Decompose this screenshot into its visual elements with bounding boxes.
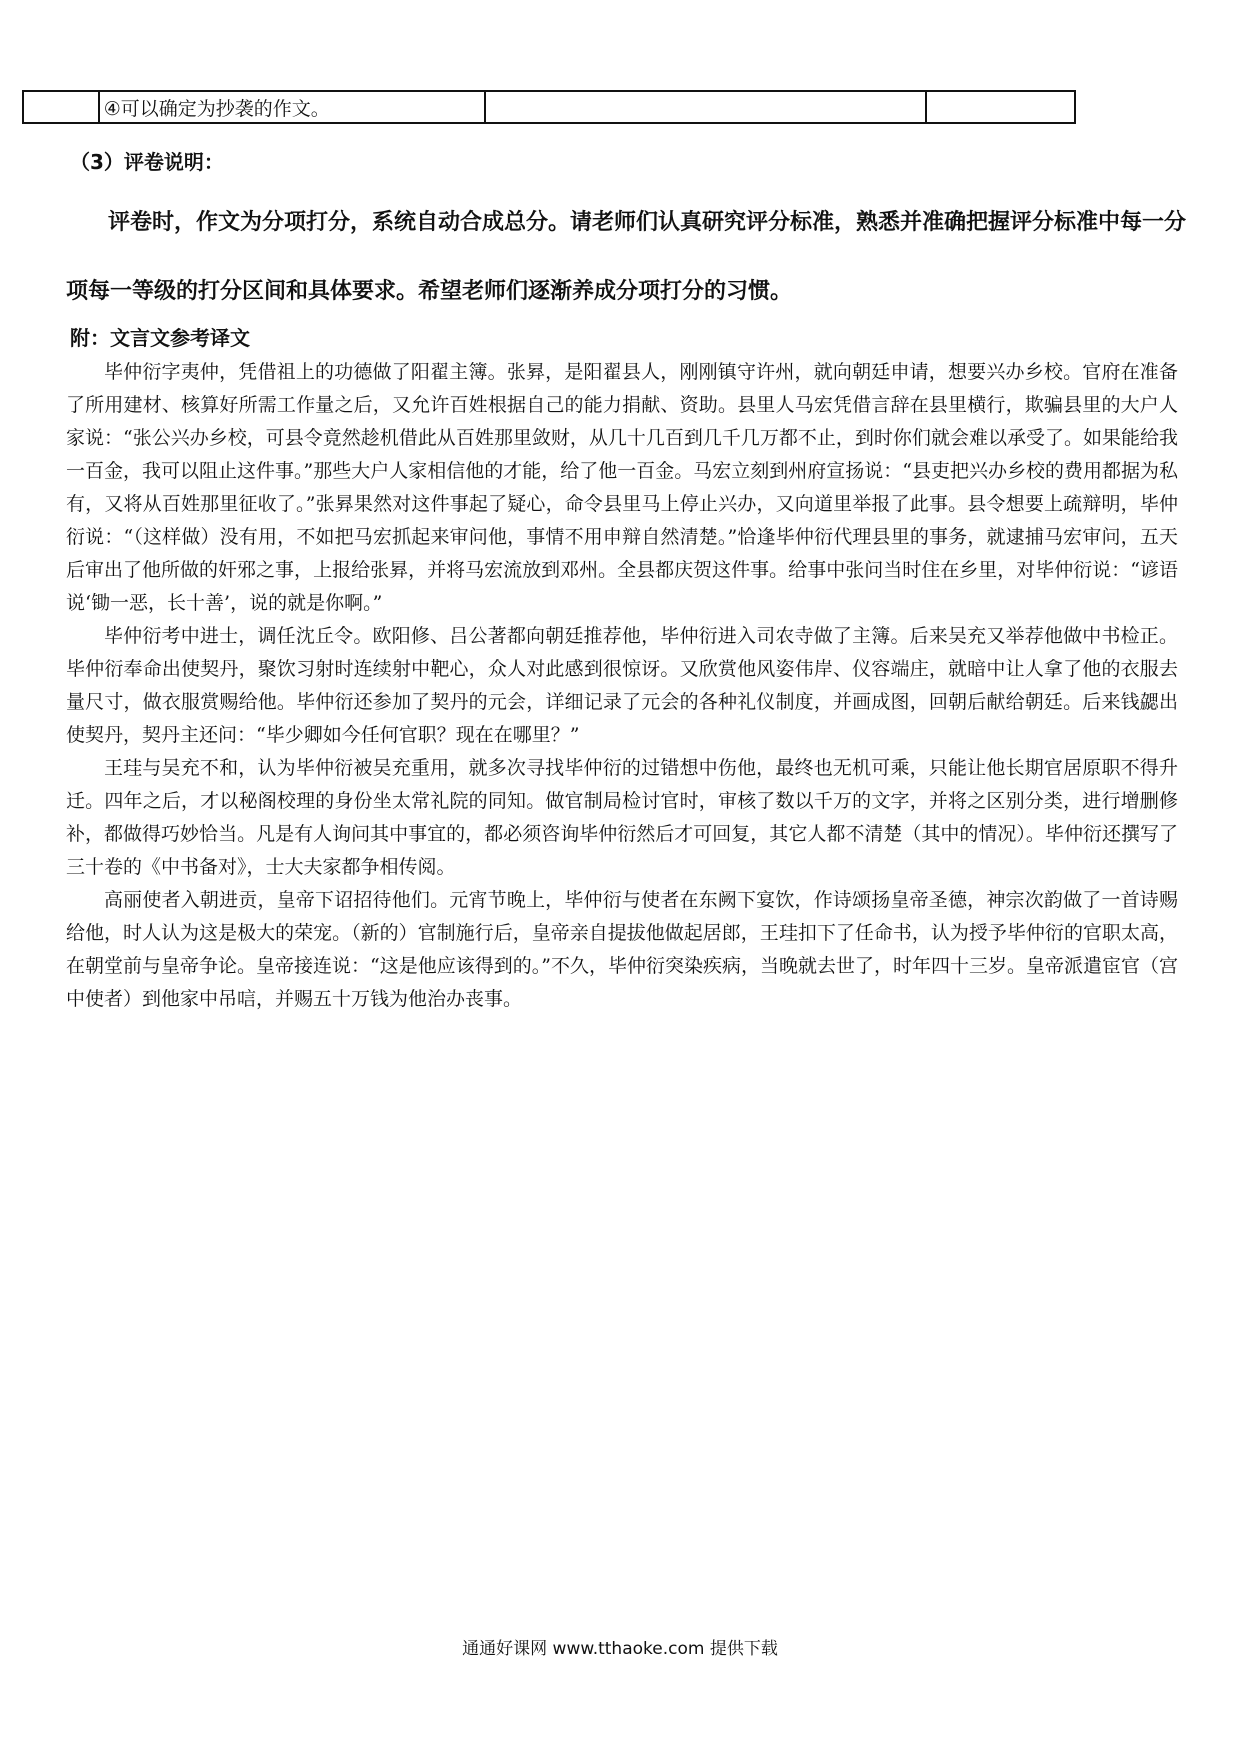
grading-note-line-1: 评卷时，作文为分项打分，系统自动合成总分。请老师们认真研究评分标准，熟悉并准确把握评分标准中每一分 [108,210,1187,235]
paragraph: 高丽使者入朝进贡，皇帝下诏招待他们。元宵节晚上，毕仲衍与使者在东阙下宴饮，作诗颂扬皇帝圣德，神宗次韵做了一首诗赐给他，时人认为这是极大的荣宠。（新的）官制施行后，皇帝亲自提拔他做起居郎，王珪扣下了任命书，认为授予毕仲衍的官职太高，在朝堂前与皇帝争论。皇帝接连说：“这是他应该得到的。”不久，毕仲衍突染疾病，当晚就去世了，时年四十三岁。皇帝派遣宦官（宫中使者）到他家中吊唁，并赐五十万钱为他治办丧事。 [66,889,1178,1010]
translation-body [66,356,1178,1016]
paragraph: 毕仲衍字夷仲，凭借祖上的功德做了阳翟主簿。张昪，是阳翟县人，刚刚镇守许州，就向朝廷申请，想要兴办乡校。官府在准备了所用建材、核算好所需工作量之后，又允许百姓根据自己的能力捐献、资助。县里人马宏凭借言辞在县里横行，欺骗县里的大户人家说：“张公兴办乡校，可县令竟然趁机借此从百姓那里敛财，从几十几百到几千几万都不止，到时你们就会难以承受了。如果能给我一百金，我可以阻止这件事。”那些大户人家相信他的才能，给了他一百金。马宏立刻到州府宣扬说：“县吏把兴办乡校的费用都据为私有，又将从百姓那里征收了。”张昪果然对这件事起了疑心，命令县里马上停止兴办，又向道里举报了此事。县令想要上疏辩明，毕仲衍说：“（这样做）没有用，不如把马宏抓起来审问他，事情不用申辩自然清楚。”恰逢毕仲衍代理县里的事务，就逮捕马宏审问，五天后审出了他所做的奸邪之事，上报给张昪，并将马宏流放到邓州。全县都庆贺这件事。给事中张问当时住在乡里，对毕仲衍说：“谚语说‘锄一恶，长十善’，说的就是你啊。” [66,361,1178,614]
page-footer: 通通好课网 www.tthaoke.com 提供下载 [462,1639,778,1659]
grading-note-line-2: 项每一等级的打分区间和具体要求。希望老师们逐渐养成分项打分的习惯。 [66,279,793,304]
scoring-table [22,90,1076,124]
section-heading: （3）评卷说明： [70,150,224,174]
appendix-title: 附：文言文参考译文 [70,326,250,350]
table-row [23,91,1075,123]
paragraph: 王珪与吴充不和，认为毕仲衍被吴充重用，就多次寻找毕仲衍的过错想中伤他，最终也无机可乘，只能让他长期官居原职不得升迁。四年之后，才以秘阁校理的身份坐太常礼院的同知。做官制局检讨官时，审核了数以千万的文字，并将之区别分类，进行增删修补，都做得巧妙恰当。凡是有人询问其中事宜的，都必须咨询毕仲衍然后才可回复，其它人都不清楚（其中的情况）。毕仲衍还撰写了三十卷的《中书备对》，士大夫家都争相传阅。 [66,757,1178,878]
paragraph: 毕仲衍考中进士，调任沈丘令。欧阳修、吕公著都向朝廷推荐他，毕仲衍进入司农寺做了主簿。后来吴充又举荐他做中书检正。毕仲衍奉命出使契丹，聚饮习射时连续射中靶心，众人对此感到很惊讶。又欣赏他风姿伟岸、仪容端庄，就暗中让人拿了他的衣服去量尺寸，做衣服赏赐给他。毕仲衍还参加了契丹的元会，详细记录了元会的各种礼仪制度，并画成图，回朝后献给朝廷。后来钱勰出使契丹，契丹主还问：“毕少卿如今任何官职？现在在哪里？” [66,625,1178,746]
table-cell: ④可以确定为抄袭的作文。 [99,91,486,123]
table-cell [23,91,99,123]
table-cell [485,91,925,123]
table-cell [926,91,1075,123]
